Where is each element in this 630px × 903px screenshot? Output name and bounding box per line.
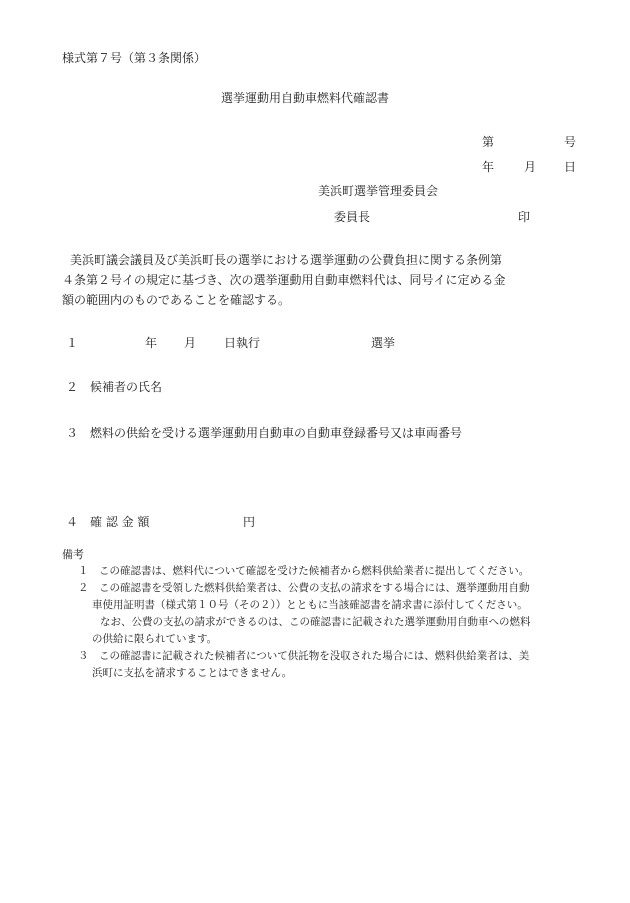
item1-election: 選挙	[371, 336, 396, 350]
notes-heading: 備考	[62, 548, 84, 561]
item4-unit: 円	[243, 515, 256, 529]
note-line-6: ３ この確認書に記載された候補者について供託物を没収された場合には、燃料供給業者は、美	[78, 650, 530, 662]
item2-label: 候補者の氏名	[90, 380, 163, 394]
item3-number: ３	[66, 426, 79, 440]
issuer-chair: 委員長	[334, 210, 371, 224]
item4-label: 確 認 金 額	[90, 515, 150, 529]
item2-number: ２	[66, 380, 79, 394]
note-line-4: なお、公費の支払の請求ができるのは、この確認書に記載された選挙運動用自動車への燃料	[100, 616, 531, 628]
note-line-2: ２ この確認書を受領した燃料供給業者は、公費の支払の請求をする場合には、選挙運動用自動	[78, 582, 530, 594]
date-year: 年	[482, 160, 495, 174]
note-line-3: 車使用証明書（様式第１０号（その２））とともに当該確認書を請求書に添付してください。	[92, 599, 528, 611]
document-title: 選挙運動用自動車燃料代確認書	[221, 91, 390, 105]
date-month: 月	[524, 160, 537, 174]
item4-number: ４	[66, 515, 79, 529]
item3-label: 燃料の供給を受ける選挙運動用自動車の自動車登録番号又は車両番号	[90, 426, 463, 440]
date-day: 日	[564, 160, 577, 174]
item1-month: 月	[184, 336, 197, 350]
number-go: 号	[564, 135, 577, 149]
body-line-3: 額の範囲内のものであることを確認する。	[62, 293, 291, 307]
item1-year: 年	[145, 336, 158, 350]
issuer-seal: 印	[518, 210, 531, 224]
body-line-2: ４条第２号イの規定に基づき、次の選挙運動用自動車燃料代は、同号イに定める金	[62, 273, 506, 287]
note-line-1: １ この確認書は、燃料代について確認を受けた候補者から燃料供給業者に提出してください。	[78, 565, 530, 577]
note-line-5: の供給に限られています。	[92, 633, 218, 645]
note-line-7: 浜町に支払を請求することはできません。	[92, 667, 293, 679]
number-dai: 第	[482, 135, 495, 149]
form-id: 様式第７号（第３条関係）	[62, 51, 207, 65]
body-line-1: 美浜町議会議員及び美浜町長の選挙における選挙運動の公費負担に関する条例第	[70, 253, 503, 267]
item1-day-exec: 日執行	[224, 336, 261, 350]
issuer-committee: 美浜町選挙管理委員会	[318, 184, 439, 198]
item1-number: １	[66, 336, 79, 350]
